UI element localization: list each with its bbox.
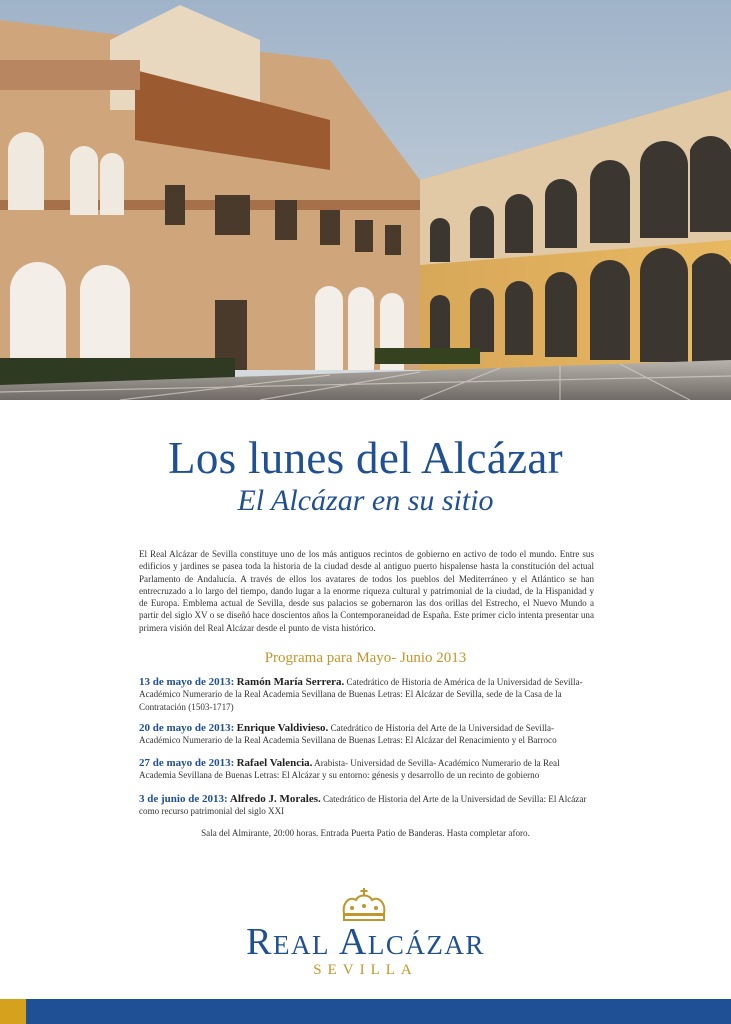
event-item — [139, 676, 594, 713]
logo-city: SEVILLA — [313, 962, 418, 978]
event-description: Arabista- Universidad de Sevilla- Académico Numerario de la Real Academia Sevillana de Buenas Letras: El Alcázar y su entorno: génesis y desarrollo de un recinto de gobierno — [139, 758, 560, 781]
program-heading: Programa para Mayo- Junio 2013 — [264, 650, 467, 666]
logo-name: Real Alcázar — [246, 921, 485, 963]
event-description: Catedrático de Historia del Arte de la Universidad de Sevilla: El Alcázar como recurso patrimonial del siglo XXI — [139, 794, 587, 817]
footer-bar-blue — [26, 999, 731, 1024]
event-date: 27 de mayo de 2013: — [139, 757, 235, 769]
event-description: Catedrático de Historia de América de la Universidad de Sevilla- Académico Numerario de la Real Academia Sevillana de Buenas Letras: El Alcázar de Sevilla, sede de la Casa de la Contratación (1503-1717) — [139, 677, 583, 712]
event-speaker: Enrique Valdivieso. — [236, 722, 329, 734]
event-description: Catedrático de Historia del Arte de la Universidad de Sevilla- Académico Numerario de la Real Academia Sevillana de Buenas Letras: El Alcázar del Renacimiento y el Barroco — [139, 723, 557, 746]
event-item — [139, 722, 594, 747]
page-subtitle: El Alcázar en su sitio — [237, 484, 494, 517]
event-speaker: Alfredo J. Morales. — [229, 793, 321, 805]
page-title: Los lunes del Alcázar — [168, 433, 563, 483]
event-speaker: Ramón María Serrera. — [236, 676, 345, 688]
event-speaker: Rafael Valencia. — [236, 757, 313, 769]
header-photo — [0, 0, 731, 400]
intro-paragraph: El Real Alcázar de Sevilla constituye uno de los más antiguos recintos de gobierno en activo de todo el mundo. Entre sus edificios y jardines se pasea toda la historia de la ciudad desde al antiguo puerto hispalense hasta la constitución del actual Parlamento de Andalucía. A través de ellos los avatares de todos los pueblos del Mediterráneo y el Atlántico se han entrecruzado a lo largo del tiempo, dando lugar a la enorme riqueza cultural y patrimonial de la ciudad, de la Hispanidad y de Europa. Emblema actual de Sevilla, desde sus palacios se gobernaron las dos orillas del Estrecho, el Nuevo Mundo a partir del siglo XV o se diseñó hace doscientos años la Contemporaneidad de España. Este primer ciclo intenta presentar una primera visión del Real Alcázar desde el punto de vista histórico. — [139, 549, 594, 633]
venue-note: Sala del Almirante, 20:00 horas. Entrada Puerta Patio de Banderas. Hasta completar aforo. — [201, 828, 530, 838]
event-date: 13 de mayo de 2013: — [139, 676, 235, 688]
footer-bar-gold — [0, 999, 26, 1024]
event-item — [139, 793, 594, 818]
crown-icon — [338, 886, 390, 922]
event-date: 20 de mayo de 2013: — [139, 722, 235, 734]
event-date: 3 de junio de 2013: — [139, 793, 228, 805]
event-item — [139, 757, 594, 782]
